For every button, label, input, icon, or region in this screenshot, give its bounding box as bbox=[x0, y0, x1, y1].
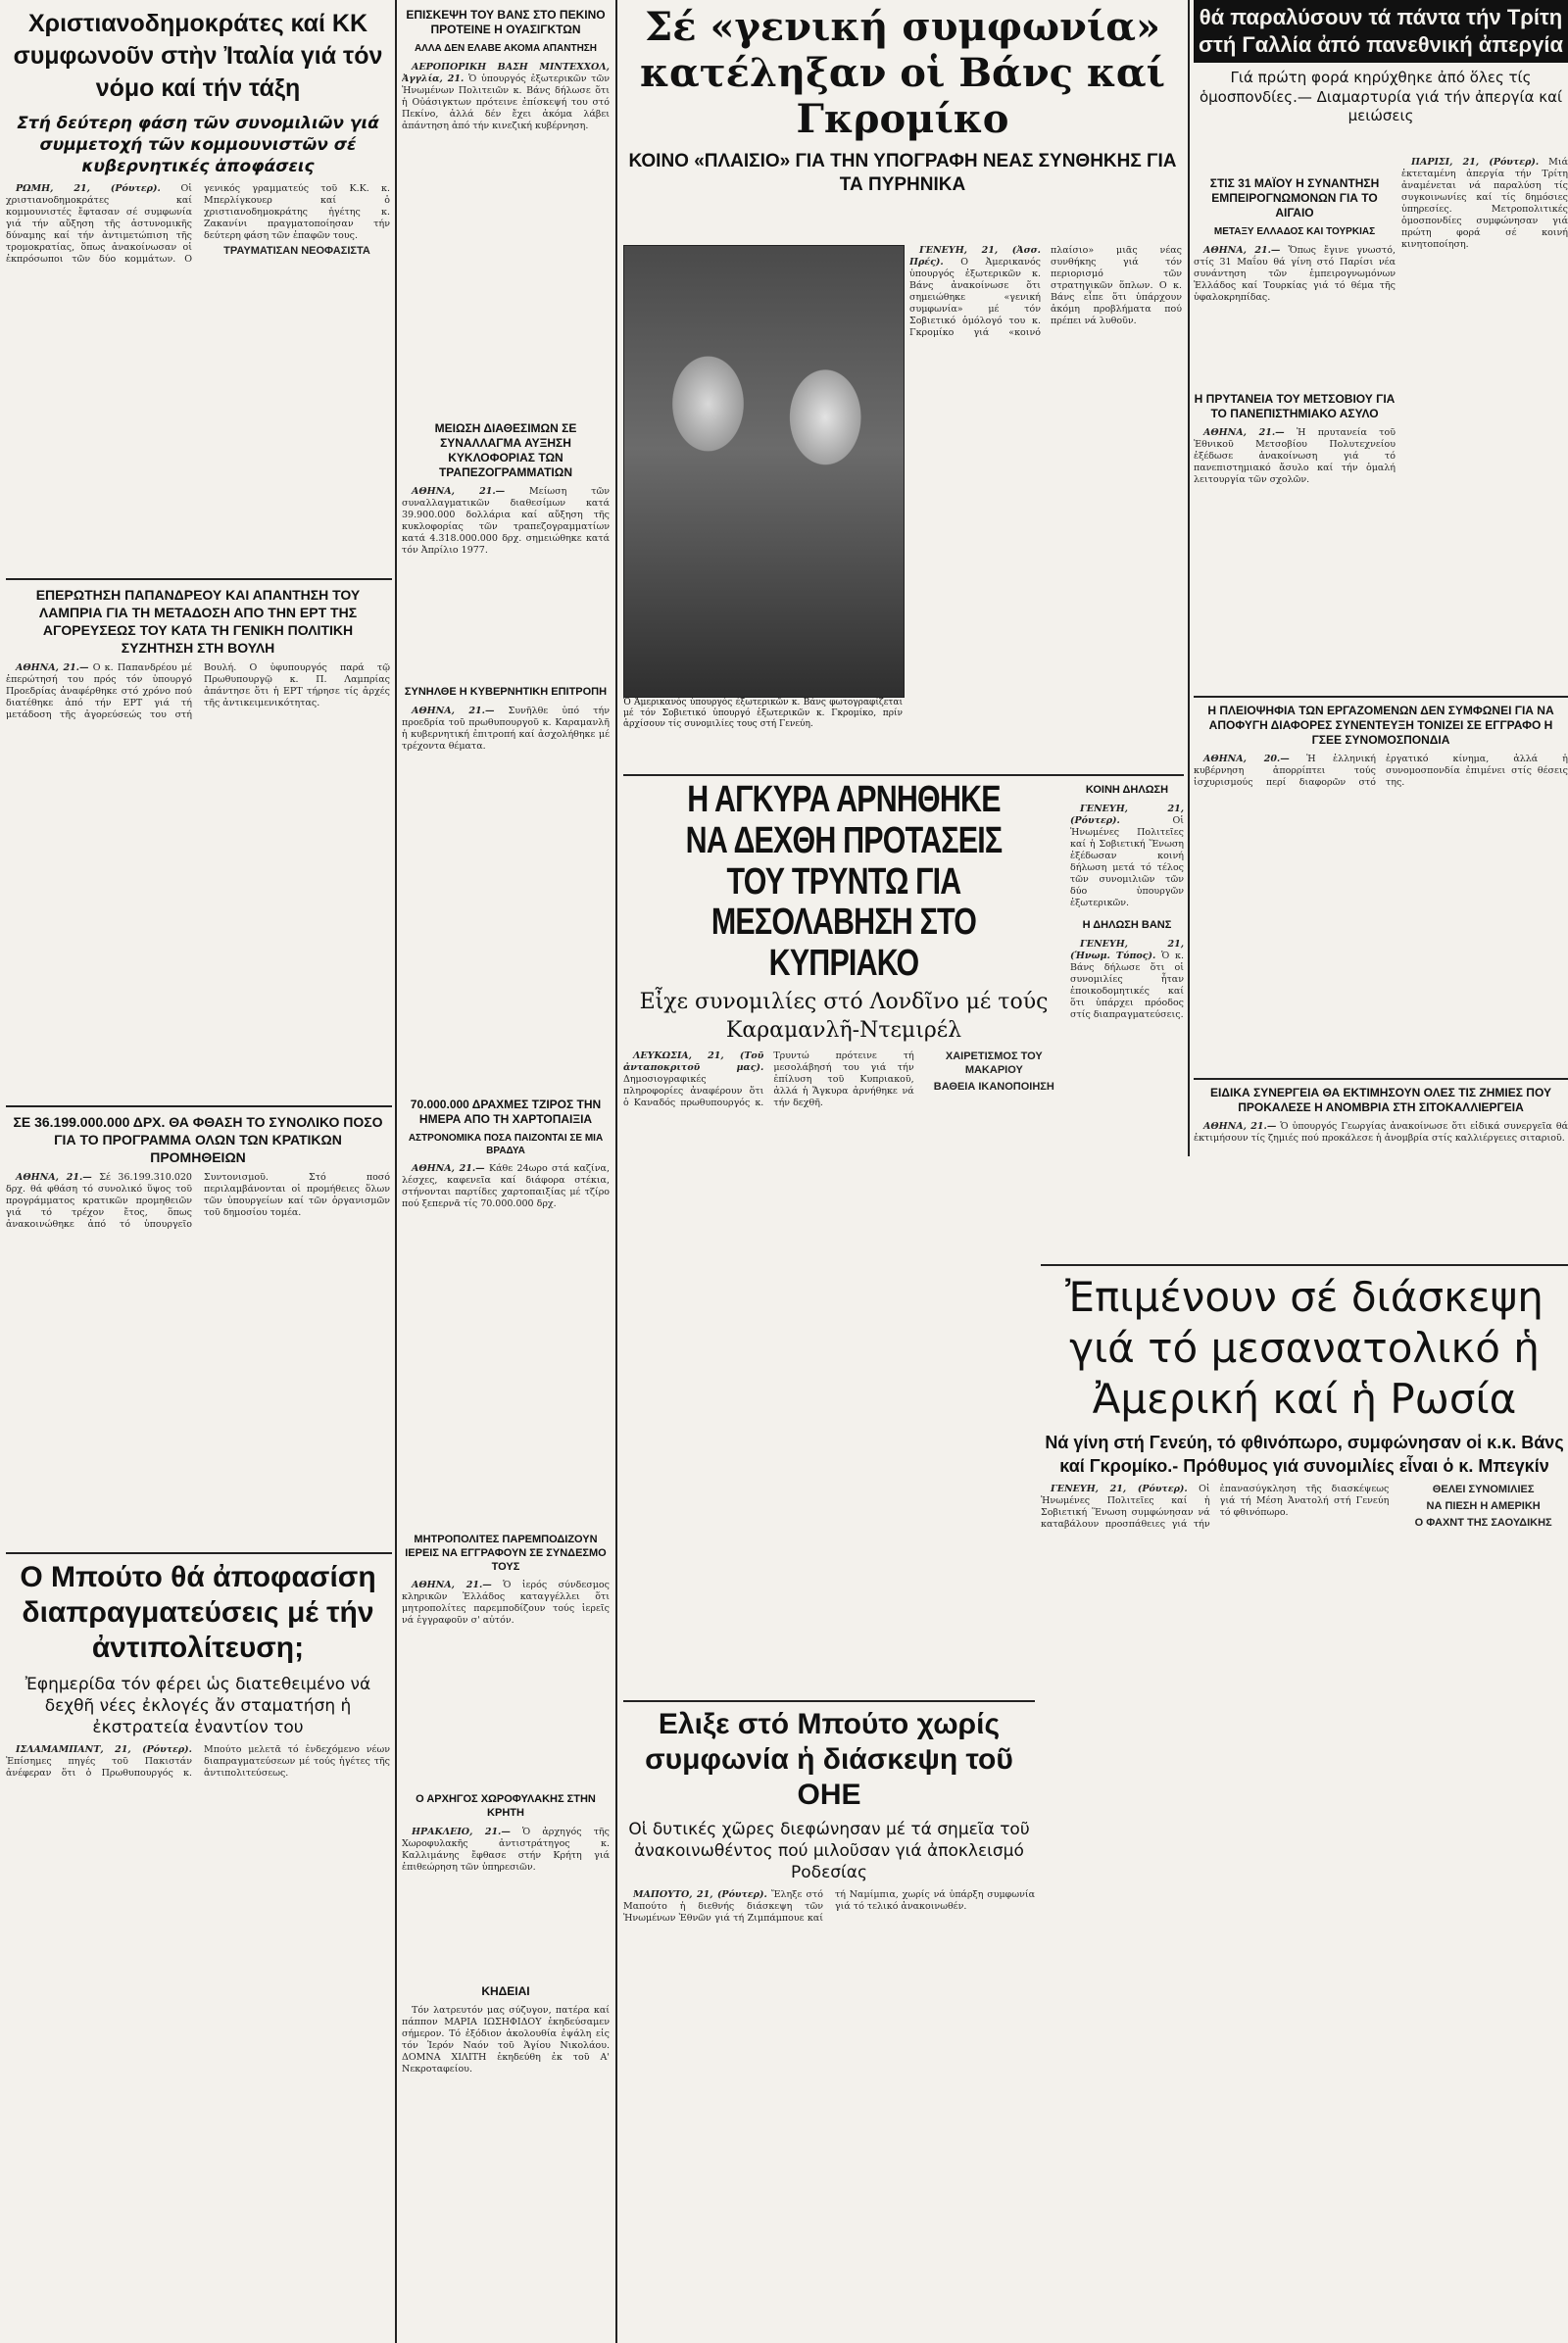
article-metropolitans bbox=[402, 1534, 610, 1788]
dateline: ΓΕΝΕΥΗ, 21, (Ρόυτερ). bbox=[1051, 1484, 1188, 1494]
section-rule bbox=[6, 1105, 392, 1107]
body-text: Ὁ κ. Βάνς δήλωσε ὅτι οἱ συνομιλίες ἦταν ἐποικοδομητικές καί ὅτι ὑπάρχει πρόοδος στίς διαπραγματεύσεις. bbox=[1070, 950, 1184, 1020]
headline: Ο ΑΡΧΗΓΟΣ ΧΩΡΟΦΥΛΑΚΗΣ ΣΤΗΝ ΚΡΗΤΗ bbox=[416, 1793, 596, 1819]
body-text: Ὅπως ἔγινε γνωστό, στίς 31 Μαΐου θά γίνη στό Παρίσι νέα συνάντηση τῶν ἐμπειρογνωμόνων Ἑλλάδος καί Τουρκίας γιά τό θέμα τῆς ὑφαλοκρηπίδας. bbox=[1194, 244, 1396, 303]
article-body bbox=[402, 1827, 610, 1874]
headline: ΜΗΤΡΟΠΟΛΙΤΕΣ ΠΑΡΕΜΠΟΔΙΖΟΥΝ ΙΕΡΕΙΣ ΝΑ ΕΓΓΡΑΦΟΥΝ ΣΕ ΣΥΝΔΕΣΜΟ ΤΟΥΣ bbox=[405, 1534, 607, 1573]
headline: θά παραλύσουν τά πάντα τήν Τρίτη στή Γαλλία ἀπό πανεθνική ἀπεργία bbox=[1194, 0, 1568, 63]
body-text: Οἱ χριστιανοδημοκράτες καί κομμουνιστές ἔφτασαν σέ συμφωνία γιά τήν αὔξηση τῆς ἀστυνομικῆς δύναμης καί τήν ἀντιμετώπιση τῆς τρομοκρατίας, ὅπως ἀνακοίνωσαν οἱ ἐκπρόσωποι τῶν δύο κομμάτων. Ο γενικός γραμματεύς τοῦ Κ.Κ. κ. Μπερλίγκουερ καί ὁ χριστιανοδημοκράτης ἡγέτης κ. Ζακανίνι πραγματοποίησαν τήν δεύτερη φάση τῶν ἐπαφῶν τους. bbox=[6, 183, 390, 266]
dateline: ΑΘΗΝΑ, 21.— bbox=[412, 486, 506, 497]
headline: Ελιξε στό Μπούτο χωρίς συμφωνία ἡ διάσκεψη τοῦ ΟΗΕ bbox=[645, 1708, 1013, 1811]
kicker: ΑΛΛΑ ΔΕΝ ΕΛΑΒΕ ΑΚΟΜΑ ΑΠΑΝΤΗΣΗ bbox=[414, 43, 598, 54]
body-text: Ἡ πρυτανεία τοῦ Ἐθνικοῦ Μετσοβίου Πολυτεχνείου ἐξέδωσε ἀνακοίνωση γιά τό πανεπιστημιακό ἄσυλο καί τήν ὁμαλή λειτουργία τῶν σχολῶν. bbox=[1194, 427, 1396, 485]
dateline: ΛΕΥΚΩΣΙΑ, 21, (Τοῦ ἀνταποκριτοῦ μας). bbox=[623, 1050, 764, 1074]
column-rule bbox=[395, 0, 397, 2343]
body-text: Κάθε 24ωρο στά καζίνα, λέσχες, καφενεῖα καί διάφορα στέκια, στήνονται παρτίδες χαρτοπαιξίας μέ τζίρο πού ξεπερνᾶ τίς 70.000.000 δρχ. bbox=[402, 1163, 610, 1209]
headline: ΣΕ 36.199.000.000 ΔΡΧ. ΘΑ ΦΘΑΣΗ ΤΟ ΣΥΝΟΛΙΚΟ ΠΟΣΟ ΓΙΑ ΤΟ ΠΡΟΓΡΑΜΜΑ ΟΛΩΝ ΤΩΝ ΚΡΑΤΙΚΩΝ ΠΡΟΜΗΘΕΙΩΝ bbox=[13, 1114, 383, 1165]
section-rule bbox=[6, 1552, 392, 1554]
body-text: Μιά ἐκτεταμένη ἀπεργία τήν Τρίτη ἀναμένεται νά παραλύση τίς συγκοινωνίες καί τίς δημόσιες ὑπηρεσίες. Μετροπολιτικές ὁμοσπονδίες συμφώνησαν γιά πρώτη φορά σέ κοινή κινητοποίηση. bbox=[1401, 157, 1568, 250]
article-body bbox=[402, 2005, 610, 2075]
dateline: ΑΕΡΟΠΟΡΙΚΗ ΒΑΣΗ ΜΙΝΤΕΧΧΟΛ, Ἀγγλία, 21. bbox=[402, 61, 610, 84]
section-rule bbox=[623, 1700, 1035, 1702]
photo-vance-gromyko bbox=[623, 245, 905, 698]
headline: Η ΑΓΚΥΡΑ ΑΡΝΗΘΗΚΕ ΝΑ ΔΕΧΘΗ ΠΡΟΤΑΣΕΙΣ ΤΟΥ ΤΡΥΝΤΩ ΓΙΑ ΜΕΣΟΛΑΒΗΣΗ ΣΤΟ ΚΥΠΡΙΑΚΟ bbox=[685, 780, 1003, 985]
article-body bbox=[402, 706, 610, 753]
article-body bbox=[6, 1172, 390, 1231]
headline: Ο Μπούτο θά ἀποφασίση διαπραγματεύσεις μέ τήν ἀντιπολίτευση; bbox=[20, 1561, 376, 1664]
section-rule bbox=[1194, 696, 1568, 698]
dateline: ΗΡΑΚΛΕΙΟ, 21.— bbox=[412, 1826, 511, 1837]
article-body bbox=[1041, 1484, 1568, 1531]
article-body bbox=[1070, 804, 1184, 909]
dateline: ΓΕΝΕΥΗ, 21, (Ρόυτερ). bbox=[1070, 803, 1184, 826]
article-france-strike bbox=[1194, 0, 1568, 157]
dateline: ΑΘΗΝΑ, 20.— bbox=[1203, 754, 1290, 764]
article-funerals bbox=[402, 1984, 610, 2337]
article-body bbox=[1194, 245, 1396, 304]
body-text: Οἱ Ἡνωμένες Πολιτεῖες καί ἡ Σοβιετική Ἕνωση ἐξέδωσαν κοινή δήλωση μετά τό τέλος τῶν συνομιλιῶν τῶν δύο ὑπουργῶν ἐξωτερικῶν. bbox=[1070, 814, 1184, 908]
body-text: Τόν λατρευτόν μας σύζυγον, πατέρα καί πάππον ΜΑΡΙΑ ΙΩΣΗΦΙΔΟΥ ἐκηδεύσαμεν σήμερον. Τό ἐξόδιον ἀκολουθία ἐψάλη εἰς τόν Ἱερόν Ναόν τοῦ Ἁγίου Νικολάου. ΔΟΜΝΑ ΧΙΛΙΤΗ ἐκηδεύθη ἐκ τοῦ Α' Νεκροταφείου. bbox=[402, 2005, 610, 2075]
headline: ΕΠΕΡΩΤΗΣΗ ΠΑΠΑΝΔΡΕΟΥ ΚΑΙ ΑΠΑΝΤΗΣΗ ΤΟΥ ΛΑΜΠΡΙΑ ΓΙΑ ΤΗ ΜΕΤΑΔΟΣΗ ΑΠΟ ΤΗΝ ΕΡΤ ΤΗΣ ΑΓΟΡΕΥΣΕΩΣ ΤΟΥ ΚΑΤΑ ΤΗ ΓΕΝΙΚΗ ΠΟΛΙΤΙΚΗ ΣΥΖΗΤΗΣΗ ΣΤΗ ΒΟΥΛΗ bbox=[35, 587, 361, 656]
body-text: Σέ 36.199.310.020 δρχ. θά φθάση τό συνολικό ὕψος τοῦ προγράμματος κρατικῶν προμηθειῶν γιά τό τρέχον ἔτος, ὅπως ἀνακοινώθηκε ἀπό τό ὑπουργεῖο Συντονισμοῦ. Στό ποσό περιλαμβάνονται οἱ προμήθειες ὅλων τῶν ὑπουργείων καί τῶν ὀργανισμῶν τοῦ δημοσίου τομέα. bbox=[6, 1172, 390, 1230]
section-rule bbox=[6, 578, 392, 580]
subheadline: Εἶχε συνομιλίες στό Λονδῖνο μέ τούς Καραμανλῆ-Ντεμιρέλ bbox=[639, 989, 1049, 1043]
body-text: Ὁ ἀρχηγός τῆς Χωροφυλακῆς ἀντιστράτηγος κ. Καλλιμάνης ἔφθασε στήν Κρήτη γιά ἐπιθεώρηση τῶν ὑπηρεσιῶν. bbox=[402, 1826, 610, 1873]
article-body bbox=[6, 183, 390, 266]
headline: ΕΙΔΙΚΑ ΣΥΝΕΡΓΕΙΑ ΘΑ ΕΚΤΙΜΗΣΟΥΝ ΟΛΕΣ ΤΙΣ ΖΗΜΙΕΣ ΠΟΥ ΠΡΟΚΑΛΕΣΕ Η ΑΝΟΜΒΡΙΑ ΣΤΗ ΣΙΤΟΚΑΛΛΙΕΡΓΕΙΑ bbox=[1210, 1086, 1551, 1114]
article-papandreou-erts bbox=[6, 586, 390, 1096]
article-body bbox=[402, 62, 610, 132]
article-government-committee bbox=[402, 686, 610, 931]
headline: ΜΕΙΩΣΗ ΔΙΑΘΕΣΙΜΩΝ ΣΕ ΣΥΝΑΛΛΑΓΜΑ ΑΥΞΗΣΗ ΚΥΚΛΟΦΟΡΙΑΣ ΤΩΝ ΤΡΑΠΕΖΟΓΡΑΜΜΑΤΙΩΝ bbox=[434, 421, 577, 479]
kicker: ΑΣΤΡΟΝΟΜΙΚΑ ΠΟΣΑ ΠΑΙΖΟΝΤΑΙ ΣΕ ΜΙΑ ΒΡΑΔΥΑ bbox=[408, 1133, 604, 1156]
body-text: Ἐπίσημες πηγές τοῦ Πακιστάν ἀνέφεραν ὅτι ὁ Πρωθυπουργός κ. Μπούτο μελετᾶ τό ἐνδεχόμενο νέων διαπραγματεύσεων μέ τούς ἡγέτες τῆς ἀντιπολιτεύσεως. bbox=[6, 1744, 390, 1780]
article-body bbox=[6, 662, 390, 721]
subheadline: ΚΟΙΝΟ «ΠΛΑΙΣΙΟ» ΓΙΑ ΤΗΝ ΥΠΟΓΡΑΦΗ ΝΕΑΣ ΣΥΝΘΗΚΗΣ ΓΙΑ ΤΑ ΠΥΡΗΝΙΚΑ bbox=[628, 151, 1177, 195]
headline: ΚΟΙΝΗ ΔΗΛΩΣΗ bbox=[1085, 784, 1169, 796]
subtitle: Ο ΦΑΧΝΤ ΤΗΣ ΣΑΟΥΔΙΚΗΣ bbox=[1414, 1516, 1552, 1529]
article-body bbox=[1194, 754, 1568, 791]
dateline: ΑΘΗΝΑ, 21.— bbox=[16, 1172, 92, 1183]
section-rule bbox=[1194, 1078, 1568, 1080]
column-rule bbox=[1188, 0, 1190, 1156]
headline: Η ΔΗΛΩΣΗ ΒΑΝΣ bbox=[1082, 918, 1172, 931]
headline: 70.000.000 ΔΡΑΧΜΕΣ ΤΖΙΡΟΣ ΤΗΝ ΗΜΕΡΑ ΑΠΟ ΤΗ ΧΑΡΤΟΠΑΙΞΙΑ bbox=[410, 1098, 602, 1126]
dateline: ΡΩΜΗ, 21, (Ρόυτερ). bbox=[16, 183, 161, 195]
body-text: Ὁ ὑπουργός Γεωργίας ἀνακοίνωσε ὅτι εἰδικά συνεργεῖα θά ἐκτιμήσουν τίς ζημιές πού προκάλεσε ἡ ἀνομβρία στίς καλλιέργειες σιταριοῦ. bbox=[1194, 1121, 1568, 1144]
article-france-strike-body bbox=[1401, 157, 1568, 745]
headline: Η ΠΛΕΙΟΨΗΦΙΑ ΤΩΝ ΕΡΓΑΖΟΜΕΝΩΝ ΔΕΝ ΣΥΜΦΩΝΕΙ ΓΙΑ ΝΑ ΑΠΟΦΥΓΗ ΔΙΑΦΟΡΕΣ ΣΥΝΕΝΤΕΥΞΗ ΤΟΝΙΖΕΙ ΣΕ ΕΓΓΡΑΦΟ Η ΓΣΕΕ ΣΥΝΟΜΟΣΠΟΝΔΙΑ bbox=[1207, 704, 1554, 747]
headline: ΣΤΙΣ 31 ΜΑΪΟΥ Η ΣΥΝΑΝΤΗΣΗ ΕΜΠΕΙΡΟΓΝΩΜΟΝΩΝ ΓΙΑ ΤΟ ΑΙΓΑΙΟ bbox=[1209, 176, 1380, 220]
kicker: ΜΕΤΑΞΥ ΕΛΛΑΔΟΣ ΚΑΙ ΤΟΥΡΚΙΑΣ bbox=[1213, 226, 1376, 237]
body-text: Ο κ. Παπανδρέου μέ ἐπερώτησή του πρός τόν ὑπουργό Προεδρίας ἀναφέρθηκε στό χρόνο πού διατέθηκε ἀπό τήν ΕΡΤ γιά τή μετάδοση τῆς ἀγορεύσεώς του στή Βουλή. Ο ὑφυπουργός παρά τῷ Πρωθυπουργῷ κ. Π. Λαμπρίας ἀπάντησε ὅτι ἡ ΕΡΤ τήρησε τίς ἀρχές τῆς ἀντικειμενικότητας. bbox=[6, 662, 390, 720]
article-body-vance-gromyko bbox=[909, 245, 1182, 764]
subheadline: Γιά πρώτη φορά κηρύχθηκε ἀπό ὅλες τίς ὁμοσπονδίες.— Διαμαρτυρία γιά τήν ἀπεργία καί μειώσεις bbox=[1199, 69, 1563, 124]
dateline: ΑΘΗΝΑ, 21.— bbox=[16, 662, 89, 673]
article-gendarmerie bbox=[402, 1793, 610, 1979]
headline: ΣΥΝΗΛΘΕ Η ΚΥΒΕΡΝΗΤΙΚΗ ΕΠΙΤΡΟΠΗ bbox=[404, 686, 608, 698]
headline: ΕΠΙΣΚΕΨΗ ΤΟΥ ΒΑΝΣ ΣΤΟ ΠΕΚΙΝΟ ΠΡΟΤΕΙΝΕ Η ΟΥΑΣΙΓΚΤΩΝ bbox=[406, 8, 606, 36]
dateline: ΑΘΗΝΑ, 21.— bbox=[412, 1163, 485, 1174]
headline: Χριστιανοδημοκράτες καί ΚΚ συμφωνοῦν στὴν Ἰταλία γιά τόν νόμο καί τήν τάξη bbox=[13, 10, 383, 102]
subtitle: ΤΡΑΥΜΑΤΙΣΑΝ ΝΕΟΦΑΣΙΣΤΑ bbox=[223, 245, 370, 258]
article-bhutto bbox=[6, 1560, 390, 2334]
article-gambling bbox=[402, 1098, 610, 1529]
body-text: Μείωση τῶν συναλλαγματικῶν διαθεσίμων κατά 39.900.000 δολλάρια καί αὔξηση τῆς κυκλοφορίας τῶν τραπεζογραμματίων κατά 4.318.000.000 δρχ. σημειώθηκε κατά τόν Ἀπρίλιο 1977. bbox=[402, 486, 610, 556]
subtitle: ΒΑΘΕΙΑ ΙΚΑΝΟΠΟΙΗΣΗ bbox=[933, 1080, 1054, 1093]
article-ankara-cyprus bbox=[623, 780, 1064, 1642]
article-body bbox=[402, 486, 610, 557]
headline: ΚΗΔΕΙΑΙ bbox=[481, 1984, 530, 1998]
article-aegean-experts bbox=[1194, 176, 1396, 382]
article-body bbox=[623, 1050, 1064, 1109]
article-polytechnic-asylum bbox=[1194, 392, 1396, 686]
dateline: ΑΘΗΝΑ, 21.— bbox=[1203, 427, 1285, 438]
dateline: ΓΕΝΕΥΗ, 21, (Ἀσσ. Πρές). bbox=[909, 245, 1041, 268]
article-body bbox=[1194, 427, 1396, 486]
article-maputo-un bbox=[623, 1707, 1035, 2339]
body-text: Δημοσιογραφικές πληροφορίες ἀναφέρουν ὅτι ὁ Καναδός πρωθυπουργός κ. Τρυντώ πρότεινε τή μεσολάβησή του γιά τήν ἐπίλυση τοῦ Κυπριακοῦ, ἀλλά ἡ Ἄγκυρα ἀρνήθηκε νά τήν δεχθῆ. bbox=[623, 1050, 914, 1109]
article-drought-damage bbox=[1194, 1086, 1568, 1262]
article-body bbox=[1194, 1121, 1568, 1145]
headline: Η ΠΡΥΤΑΝΕΙΑ ΤΟΥ ΜΕΤΣΟΒΙΟΥ ΓΙΑ ΤΟ ΠΑΝΕΠΙΣΤΗΜΙΑΚΟ ΑΣΥΛΟ bbox=[1194, 392, 1396, 420]
body-text: Οἱ Ἡνωμένες Πολιτεῖες καί ἡ Σοβιετική Ἕνωση συμφώνησαν νά καταβάλουν προσπάθειες γιά τήν ἐπανασύγκληση τῆς διασκέψεως γιά τή Μέση Ἀνατολή στή Γενεύη τό φθινόπωρο. bbox=[1041, 1484, 1390, 1530]
article-body bbox=[1070, 939, 1184, 1021]
subheadline: Ἐφημερίδα τόν φέρει ὡς διατεθειμένο νά δεχθῆ νέες ἐκλογές ἄν σταματήση ἡ ἐκστρατεία ἐναντίον του bbox=[24, 1675, 371, 1738]
subtitle: ΝΑ ΠΙΕΣΗ Η ΑΜΕΡΙΚΗ bbox=[1426, 1499, 1541, 1512]
dateline: ΙΣΛΑΜΑΜΠΑΝΤ, 21, (Ρόυτερ). bbox=[16, 1744, 192, 1756]
dateline: ΑΘΗΝΑ, 21.— bbox=[412, 705, 495, 716]
section-rule bbox=[623, 774, 1184, 776]
dateline: ΠΑΡΙΣΙ, 21, (Ρόυτερ). bbox=[1411, 157, 1540, 168]
article-vance-beijing bbox=[402, 8, 610, 410]
article-state-procurement bbox=[6, 1113, 390, 1544]
article-body bbox=[402, 1163, 610, 1210]
column-rule bbox=[615, 0, 617, 2343]
subheadline: Οἱ δυτικές χῶρες διεφώνησαν μέ τά σημεῖα τοῦ ἀνακοινωθέντος πού μιλοῦσαν γιά ἀποκλεισμό Ροδεσίας bbox=[628, 1820, 1030, 1883]
body-text: Ὁ ὑπουργός ἐξωτερικῶν τῶν Ἡνωμένων Πολιτειῶν κ. Βάνς δήλωσε ὅτι ἡ Οὐάσιγκτων πρότεινε ἐπίσκεψή του στό Πεκίνο, ἀλλά δέν ἔχει ἀκόμα λάβει ἀπάντηση ἀπό τήν κινεζική κυβέρνηση. bbox=[402, 73, 610, 131]
body-text: Ἔληξε στό Μαπούτο ἡ διεθνής διάσκεψη τῶν Ἡνωμένων Ἐθνῶν γιά τή Ζιμπάμπουε καί τή Ναμίμπια, χωρίς νά ὑπάρξη συμφωνία γιά τό τελικό ἀνακοινωθέν. bbox=[623, 1889, 1035, 1925]
article-mideast-conference bbox=[1041, 1272, 1568, 2340]
body-text: Συνῆλθε ὑπό τήν προεδρία τοῦ πρωθυπουργοῦ κ. Καραμανλῆ ἡ κυβερνητική ἐπιτροπή καί ἀσχολήθηκε μέ τρέχοντα θέματα. bbox=[402, 705, 610, 752]
article-body bbox=[623, 1889, 1035, 1925]
article-christian-democrats bbox=[6, 8, 390, 576]
section-rule bbox=[1041, 1264, 1568, 1266]
dateline: ΜΑΠΟΥΤΟ, 21, (Ρόυτερ). bbox=[633, 1889, 767, 1901]
headline: Σέ «γενική συμφωνία» κατέληξαν οἱ Βάνς καί Γκρομίκο bbox=[640, 4, 1165, 142]
dateline: ΓΕΝΕΥΗ, 21, (Ἡνωμ. Τύπος). bbox=[1070, 938, 1184, 961]
dateline: ΑΘΗΝΑ, 21.— bbox=[1203, 1121, 1277, 1132]
body-text: Ὁ ἱερός σύνδεσμος κληρικῶν Ἑλλάδος καταγγέλλει ὅτι μητροπολίτες παρεμποδίζουν τούς ἱερεῖς νά ἐγγραφοῦν σ' αὐτόν. bbox=[402, 1580, 610, 1627]
caption-text: Ὁ Ἀμερικανός ὑπουργός ἐξωτερικῶν κ. Βάνς φωτογραφίζεται μέ τόν Σοβιετικό ὑπουργό ἐξωτερικῶν κ. Γκρομίκο, πρίν ἀρχίσουν τίς συνομιλίες τους στή Γενεύη. bbox=[623, 698, 903, 729]
photo-caption bbox=[623, 698, 903, 768]
article-body bbox=[402, 1580, 610, 1627]
article-body bbox=[1401, 157, 1568, 251]
article-forex-reserves bbox=[402, 421, 610, 678]
headline: Ἐπιμένουν σέ διάσκεψη γιά τό μεσανατολικό ἡ Ἀμερική καί ἡ Ρωσία bbox=[1065, 1273, 1544, 1423]
article-labour-majority bbox=[1194, 704, 1568, 1068]
subtitle: ΧΑΙΡΕΤΙΣΜΟΣ ΤΟΥ ΜΑΚΑΡΙΟΥ bbox=[945, 1050, 1043, 1076]
dateline: ΑΘΗΝΑ, 21.— bbox=[1203, 244, 1281, 256]
body-text: Ο Ἀμερικανός ὑπουργός ἐξωτερικῶν κ. Βάνς ἀνακοίνωσε ὅτι σημειώθηκε «γενική συμφωνία» μέ τόν Σοβιετικό ὁμόλογό του κ. Γκρομίκο γιά «κοινό πλαίσιο» μιᾶς νέας συνθήκης γιά τόν περιορισμό τῶν στρατηγικῶν ὅπλων. Ο κ. Βάνς εἶπε ὅτι ὑπάρχουν ἀκόμη προβλήματα πού πρέπει νά λυθοῦν. bbox=[909, 245, 1182, 338]
subheadline: Νά γίνη στή Γενεύη, τό φθινόπωρο, συμφώνησαν οἱ κ.κ. Βάνς καί Γκρομίκο.- Πρόθυμος γιά συνομιλίες εἶναι ὁ κ. Μπεγκίν bbox=[1045, 1433, 1564, 1476]
body-text: Ἡ ἑλληνική κυβέρνηση ἀπορρίπτει τούς ἰσχυρισμούς περί διαφορῶν στό ἐργατικό κίνημα, ἀλλά ἡ συνομοσπονδία ἐπιμένει στίς θέσεις της. bbox=[1194, 754, 1568, 788]
article-body bbox=[909, 245, 1182, 339]
subtitle: ΘΕΛΕΙ ΣΥΝΟΜΙΛΙΕΣ bbox=[1432, 1484, 1535, 1495]
article-vance-gromyko bbox=[623, 4, 1182, 244]
dateline: ΑΘΗΝΑ, 21.— bbox=[412, 1580, 492, 1591]
article-body bbox=[6, 1744, 390, 1782]
subheadline: Στή δεύτερη φάση τῶν συνομιλιῶν γιά συμμετοχή τῶν κομμουνιστῶν σέ κυβερνητικές ἀποφάσεις bbox=[17, 114, 379, 177]
